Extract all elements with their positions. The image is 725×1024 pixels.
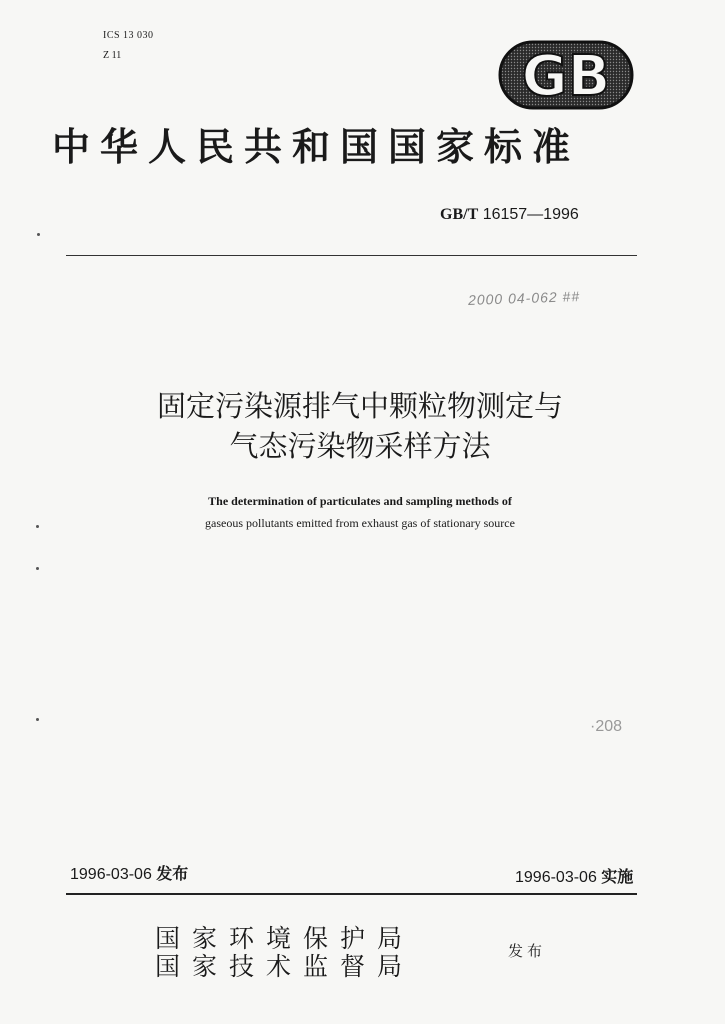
faint-mark: ·208	[590, 718, 623, 735]
scan-speck	[36, 567, 39, 570]
issue-label: 发布	[156, 866, 189, 883]
standard-number	[440, 205, 579, 225]
cn-title-line2: 气态污染物采样方法	[229, 429, 491, 463]
standard-prefix: GB/T	[440, 206, 479, 223]
issuer-line1: 国家环境保护局	[155, 924, 415, 953]
classification-code: Z 11	[103, 50, 122, 61]
en-title-line1: The determination of particulates and sampling methods of	[208, 494, 512, 508]
scan-speck	[36, 718, 39, 721]
archive-stamp: 2000 04-062 ##	[467, 288, 581, 308]
issue-date: 1996-03-06	[70, 866, 152, 883]
ics-code: ICS 13 030	[103, 30, 154, 41]
issuer-issue-word: 发布	[508, 942, 547, 960]
header-divider	[66, 255, 637, 256]
scan-speck	[37, 233, 40, 236]
national-standard-title: 中华人民共和国国家标准	[52, 125, 581, 169]
scan-speck	[36, 525, 39, 528]
en-title-line2: gaseous pollutants emitted from exhaust gas of stationary source	[205, 516, 515, 530]
cn-title-line1: 固定污染源排气中颗粒物测定与	[156, 389, 563, 423]
issuer-line2: 国家技术监督局	[155, 952, 415, 981]
implement-label: 实施	[601, 869, 634, 886]
gb-logo-text: GB	[521, 44, 611, 109]
implement-date-row	[515, 868, 633, 888]
gb-logo	[498, 40, 634, 110]
implement-date: 1996-03-06	[515, 869, 597, 886]
footer-divider	[66, 893, 637, 895]
standard-code: 16157—1996	[482, 206, 579, 223]
issue-date-row	[70, 865, 188, 885]
